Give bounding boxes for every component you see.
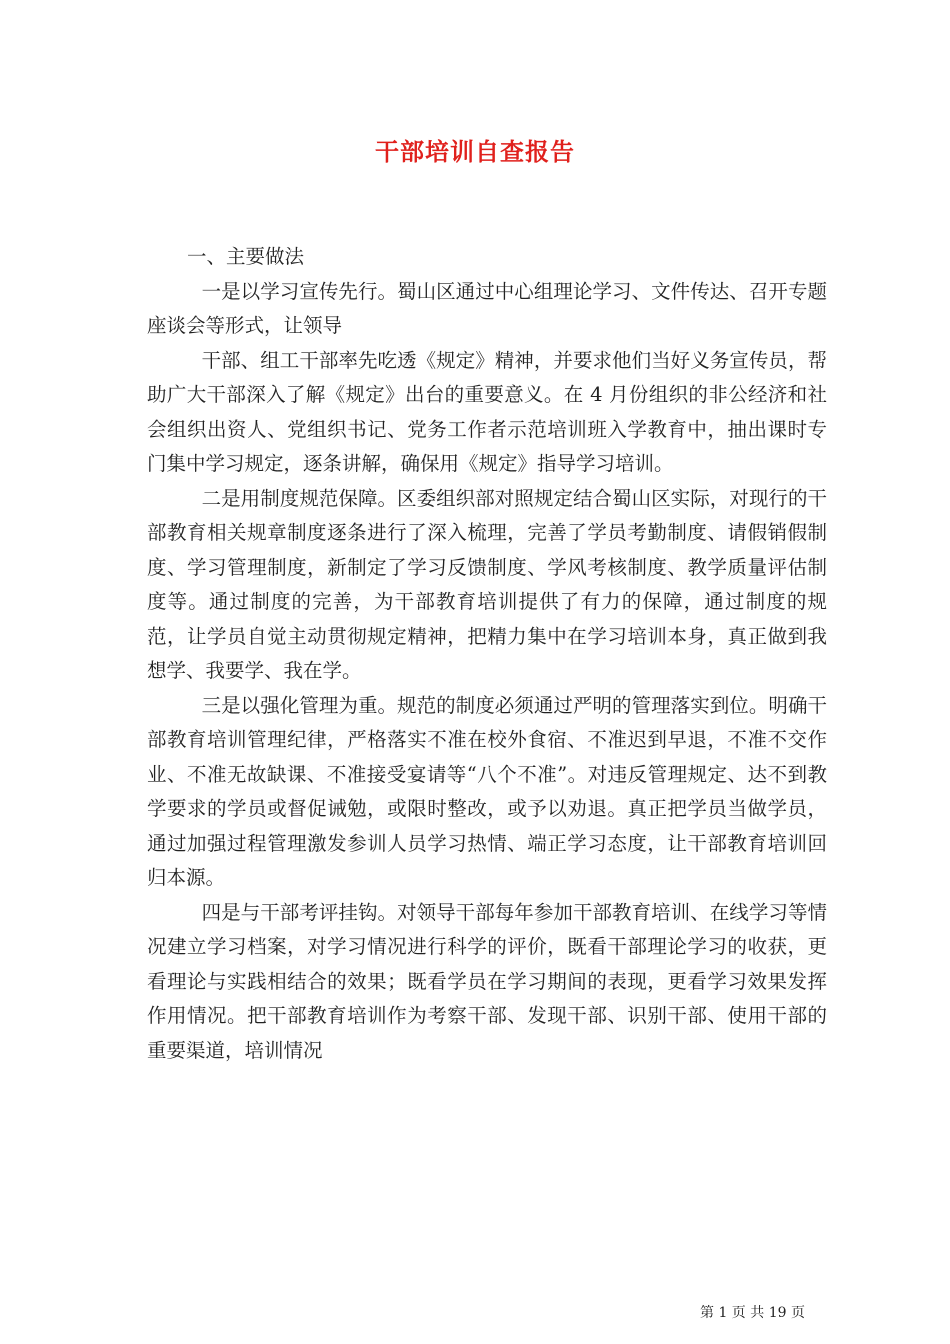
paragraph-1: 一是以学习宣传先行。蜀山区通过中心组理论学习、文件传达、召开专题座谈会等形式，让领导	[147, 279, 827, 337]
paragraph-2: 干部、组工干部率先吃透《规定》精神，并要求他们当好义务宣传员，帮助广大干部深入了解《规定》出台的重要意义。在 4 月份组织的非公经济和社会组织出资人、党组织书记、党务工作者示范培训班入学教育中，抽出课时专门集中学习规定，逐条讲解，确保用《规定》指导学习培训。	[147, 348, 827, 475]
section-heading: 一、主要做法	[187, 245, 305, 268]
document-title: 干部培训自查报告	[375, 137, 575, 166]
page-number: 第 1 页 共 19 页	[700, 1305, 805, 1321]
paragraph-5: 四是与干部考评挂钩。对领导干部每年参加干部教育培训、在线学习等情况建立学习档案，对学习情况进行科学的评价，既看干部理论学习的收获，更看理论与实践相结合的效果；既看学员在学习期间的表现，更看学习效果发挥作用情况。把干部教育培训作为考察干部、发现干部、识别干部、使用干部的重要渠道，培训情况	[147, 900, 827, 1062]
paragraph-3: 二是用制度规范保障。区委组织部对照规定结合蜀山区实际，对现行的干部教育相关规章制度逐条进行了深入梳理，完善了学员考勤制度、请假销假制度、学习管理制度，新制定了学习反馈制度、学风考核制度、教学质量评估制度等。通过制度的完善，为干部教育培训提供了有力的保障，通过制度的规范，让学员自觉主动贯彻规定精神，把精力集中在学习培训本身，真正做到我想学、我要学、我在学。	[147, 486, 827, 682]
paragraph-4: 三是以强化管理为重。规范的制度必须通过严明的管理落实到位。明确干部教育培训管理纪律，严格落实不准在校外食宿、不准迟到早退，不准不交作业、不准无故缺课、不准接受宴请等“八个不准”。对违反管理规定、达不到教学要求的学员或督促诫勉，或限时整改，或予以劝退。真正把学员当做学员，通过加强过程管理激发参训人员学习热情、端正学习态度，让干部教育培训回归本源。	[147, 693, 827, 889]
document-body	[147, 240, 827, 1068]
